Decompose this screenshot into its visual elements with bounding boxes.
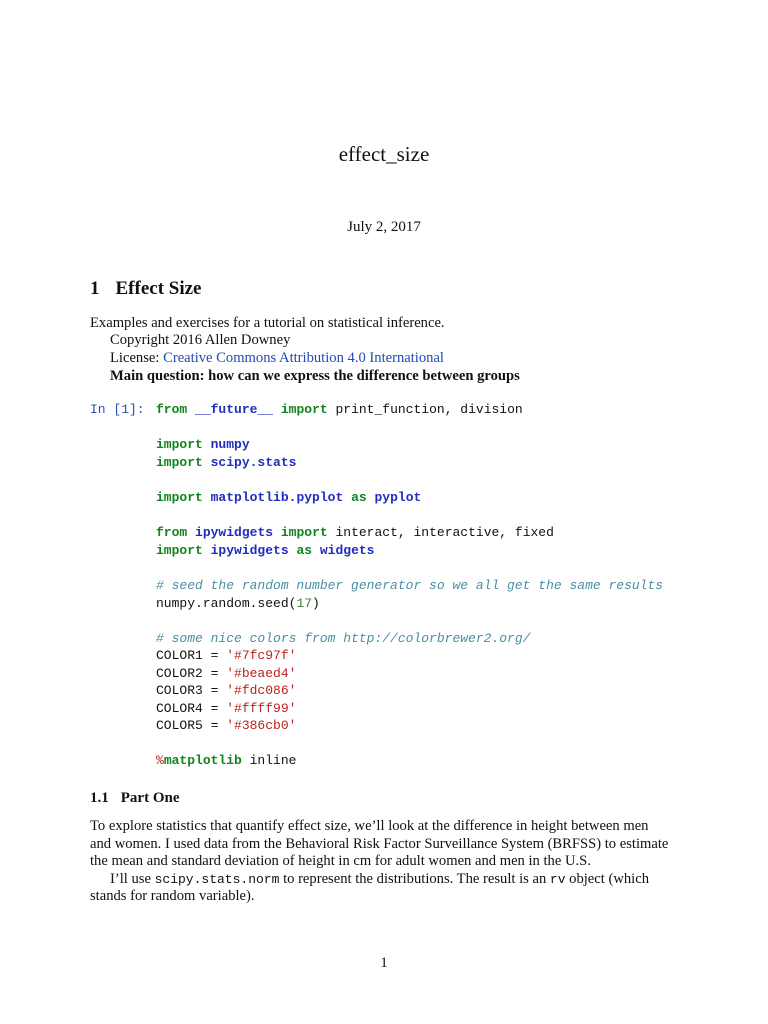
code-line (156, 542, 374, 560)
section-number: 1 (90, 278, 100, 299)
page-number: 1 (380, 955, 388, 971)
code-text: interact, interactive, fixed (327, 525, 554, 540)
code-line (156, 647, 296, 665)
code-text: ) (312, 596, 320, 611)
code-keyword: as (351, 490, 367, 505)
code-text: COLOR1 = (156, 648, 227, 663)
code-line (156, 401, 523, 419)
code-module: widgets (319, 543, 375, 558)
code-module: ipywidgets (195, 525, 274, 540)
code-text: COLOR4 = (156, 701, 227, 716)
license-link[interactable]: Creative Commons Attribution 4.0 International (163, 350, 444, 366)
license-line (110, 350, 444, 368)
license-label: License: (110, 350, 164, 366)
code-keyword: import (156, 437, 203, 452)
code-module: ipywidgets (210, 543, 289, 558)
paragraph-line: and women. I used data from the Behavioral Risk Factor Surveillance System (BRFSS) to estimate (90, 836, 669, 852)
intro-line: Examples and exercises for a tutorial on statistical inference. (90, 315, 445, 331)
code-line (156, 700, 296, 718)
cell-prompt: In [1]: (90, 402, 145, 417)
paragraph-text: to represent the distributions. The result is an (279, 871, 550, 887)
code-line (156, 436, 250, 454)
code-line (156, 682, 296, 700)
code-text: COLOR5 = (156, 718, 227, 733)
code-magic-symbol: % (156, 753, 164, 768)
paragraph-line: stands for random variable). (90, 888, 255, 904)
section-title: Effect Size (115, 278, 202, 299)
code-comment: # some nice colors from http://colorbrewer2.org/ (156, 631, 531, 646)
paragraph-line: the mean and standard deviation of height in cm for adult women and men in the U.S. (90, 853, 591, 869)
code-module: __future__ (195, 402, 274, 417)
code-line (156, 524, 554, 542)
code-keyword: as (296, 543, 313, 558)
main-question: Main question: how can we express the difference between groups (110, 368, 520, 384)
code-string: '#fdc086' (226, 683, 297, 698)
document-date: July 2, 2017 (347, 219, 421, 235)
section-heading (90, 278, 201, 300)
subsection-title: Part One (120, 790, 180, 806)
paragraph-line: To explore statistics that quantify effect size, we’ll look at the difference in height between men (90, 818, 649, 834)
paragraph-text: object (which (565, 871, 649, 887)
paragraph-text: I’ll use (110, 871, 155, 887)
code-line (156, 595, 320, 613)
copyright-line: Copyright 2016 Allen Downey (110, 332, 291, 348)
code-keyword: matplotlib (163, 753, 242, 768)
code-line (156, 454, 296, 472)
code-comment: # seed the random number generator so we all get the same results (156, 578, 664, 593)
code-keyword: from (156, 402, 188, 417)
code-text: print_function, division (327, 402, 523, 417)
code-text: numpy.random.seed( (156, 596, 297, 611)
code-module: numpy (210, 437, 250, 452)
code-string: '#7fc97f' (226, 648, 297, 663)
code-keyword: from (156, 525, 188, 540)
code-string: '#386cb0' (226, 718, 297, 733)
subsection-heading (90, 790, 179, 807)
code-text: COLOR2 = (156, 666, 227, 681)
code-text: inline (241, 753, 297, 768)
code-keyword: import (156, 490, 203, 505)
code-line (156, 752, 296, 770)
document-title: effect_size (338, 142, 430, 166)
subsection-number: 1.1 (90, 790, 109, 806)
inline-code: scipy.stats.norm (154, 872, 280, 887)
code-keyword: import (156, 455, 203, 470)
code-line (156, 665, 296, 683)
code-line (156, 489, 421, 507)
code-module: pyplot (374, 490, 422, 505)
code-keyword: import (280, 402, 328, 417)
paragraph-line (110, 871, 649, 889)
code-text: COLOR3 = (156, 683, 227, 698)
inline-code: rv (549, 872, 566, 887)
code-keyword: import (156, 543, 203, 558)
code-module: scipy.stats (210, 455, 297, 470)
code-string: '#ffff99' (226, 701, 297, 716)
code-string: '#beaed4' (226, 666, 297, 681)
code-module: matplotlib.pyplot (210, 490, 344, 505)
code-line (156, 717, 296, 735)
code-number: 17 (296, 596, 313, 611)
code-keyword: import (280, 525, 328, 540)
